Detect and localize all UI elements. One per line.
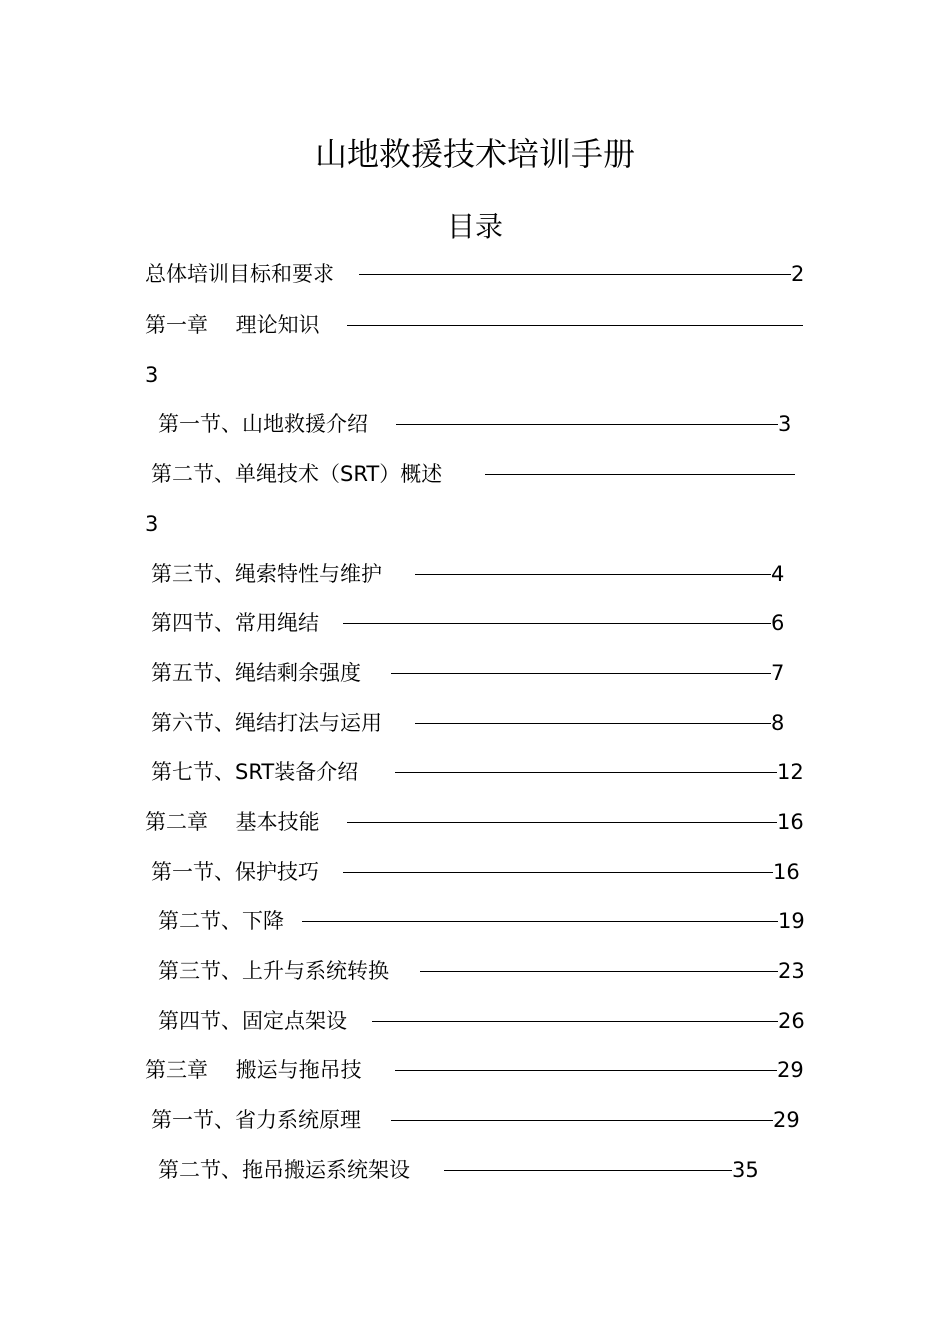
toc-entry-text: 第四节、常用绳结: [151, 611, 319, 635]
toc-page-number: 23: [778, 959, 805, 983]
toc-entry-text: 第一节、保护技巧: [151, 860, 319, 884]
toc-entry-text: 第三节、绳索特性与维护: [151, 562, 382, 586]
toc-entry-text: 第二节、下降: [158, 909, 284, 933]
toc-page-number: 19: [778, 909, 805, 933]
toc-entry: [158, 407, 792, 441]
toc-page-number: 6: [771, 611, 785, 635]
toc-entry-text: 第七节、SRT装备介绍: [151, 760, 359, 784]
toc-entry-text: 第三章 搬运与拖吊技: [145, 1058, 362, 1082]
toc-entry: [145, 257, 805, 291]
toc-leader: [420, 971, 778, 972]
toc-entry-text: 第二节、拖吊搬运系统架设: [158, 1158, 410, 1182]
toc-leader: [343, 623, 771, 624]
toc-entry-text: 第五节、绳结剩余强度: [151, 661, 361, 685]
toc-leader: [391, 1120, 773, 1121]
toc-page-number: 3: [145, 512, 159, 536]
toc-entry: [151, 656, 785, 690]
toc-entry: [151, 755, 804, 789]
toc-leader: [359, 274, 791, 275]
toc-entry-text: 第二节、单绳技术（SRT）概述: [151, 462, 443, 486]
toc-entry: [151, 706, 785, 740]
toc-page-number: 3: [778, 412, 792, 436]
toc-page-number: 29: [777, 1058, 804, 1082]
toc-entry-text: 第三节、上升与系统转换: [158, 959, 389, 983]
toc-leader: [485, 474, 795, 475]
toc-page-number: 12: [777, 760, 804, 784]
toc-entry: [151, 606, 785, 640]
toc-page-number: 4: [771, 562, 785, 586]
toc-page-number: 8: [771, 711, 785, 735]
toc-entry: [151, 457, 442, 491]
toc-entry: [151, 557, 785, 591]
toc-page-number: 29: [773, 1108, 800, 1132]
toc-leader: [347, 325, 803, 326]
toc-leader: [302, 921, 778, 922]
toc-entry-wrap: [145, 507, 158, 541]
toc-entry: [151, 855, 800, 889]
toc-page-number: 35: [732, 1158, 759, 1182]
toc-entry: [145, 805, 804, 839]
toc-entry: [158, 954, 805, 988]
toc-leader: [391, 673, 771, 674]
toc-entry-text: 第一节、山地救援介绍: [158, 412, 368, 436]
toc-leader: [343, 872, 773, 873]
toc-entry: [158, 1004, 805, 1038]
toc-entry: [158, 904, 805, 938]
toc-entry: [151, 1103, 800, 1137]
toc-page-number: 3: [145, 363, 159, 387]
toc-entry-text: 第二章 基本技能: [145, 810, 320, 834]
toc-leader: [395, 772, 777, 773]
toc-leader: [347, 822, 777, 823]
toc-page-number: 2: [791, 262, 805, 286]
toc-leader: [372, 1021, 778, 1022]
toc-entry-text: 第四节、固定点架设: [158, 1009, 347, 1033]
toc-entry-text: 第一节、省力系统原理: [151, 1108, 361, 1132]
toc-leader: [415, 574, 771, 575]
toc-page-number: 7: [771, 661, 785, 685]
toc-heading: 目录: [446, 210, 503, 243]
toc-entry-text: 第一章 理论知识: [145, 313, 320, 337]
toc-entry: [145, 1053, 804, 1087]
toc-leader: [415, 723, 771, 724]
toc-leader: [395, 1070, 777, 1071]
document-title: 山地救援技术培训手册: [314, 135, 635, 173]
toc-entry-wrap: [145, 358, 158, 392]
toc-leader: [444, 1170, 732, 1171]
toc-entry: [145, 308, 320, 342]
toc-entry: [158, 1153, 759, 1187]
toc-entry-text: 总体培训目标和要求: [145, 262, 334, 286]
toc-page-number: 16: [777, 810, 804, 834]
toc-page-number: 16: [773, 860, 800, 884]
toc-entry-text: 第六节、绳结打法与运用: [151, 711, 382, 735]
toc-page-number: 26: [778, 1009, 805, 1033]
toc-leader: [396, 424, 778, 425]
